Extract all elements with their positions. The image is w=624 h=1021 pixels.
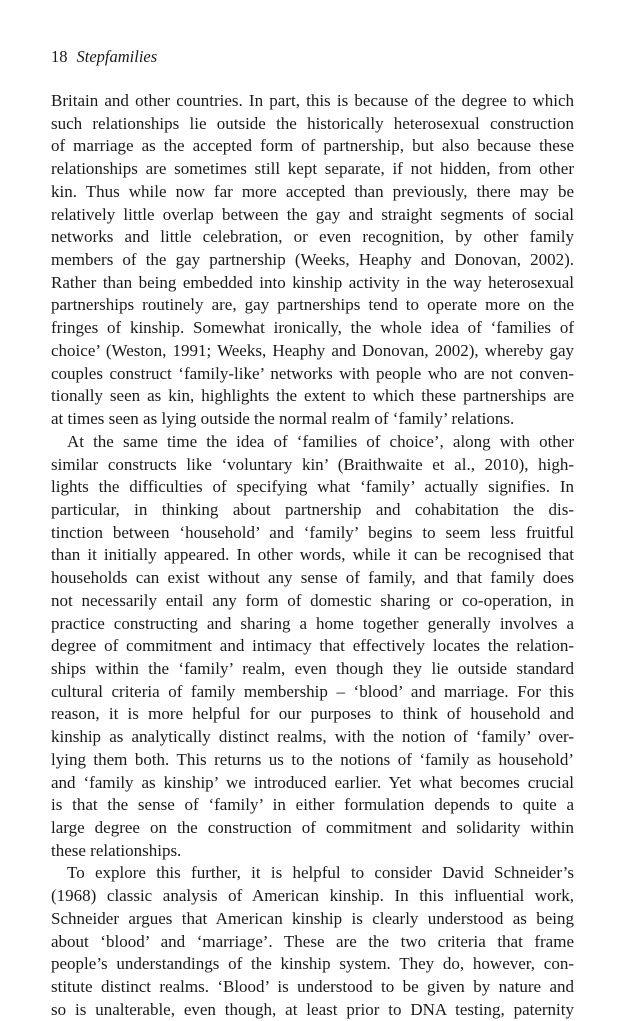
text-line: and ‘family as kinship’ we introduced earlier. Yet what becomes crucial (51, 772, 574, 792)
text-line: degree of commitment and intimacy that effectively locates the relation- (51, 636, 574, 656)
text-line: than it initially appeared. In other words, while it can be recognised that (51, 545, 574, 565)
page-number: 18 (51, 47, 68, 66)
text-line: (1968) classic analysis of American kinship. In this influential work, (51, 886, 574, 906)
text-line: kin. Thus while now far more accepted than previously, there may be (51, 181, 574, 201)
text-line: relatively little overlap between the gay and straight segments of social (51, 204, 574, 224)
text-line: of marriage as the accepted form of partnership, but also because these (51, 136, 574, 156)
text-line: particular, in thinking about partnership and cohabitation the dis- (51, 499, 574, 519)
text-line: practice constructing and sharing a home together generally involves a (51, 613, 574, 633)
text-line: members of the gay partnership (Weeks, Heaphy and Donovan, 2002). (51, 250, 574, 270)
text-line: lights the difficulties of specifying what ‘family’ actually signifies. In (51, 477, 574, 497)
text-line: lying them both. This returns us to the notions of ‘family as household’ (51, 749, 574, 769)
text-line: couples construct ‘family-like’ networks with people who are not conven- (51, 363, 574, 383)
text-line: Britain and other countries. In part, this is because of the degree to which (51, 91, 574, 110)
text-line: stitute distinct realms. ‘Blood’ is understood to be given by nature and (51, 977, 574, 997)
text-line: choice’ (Weston, 1991; Weeks, Heaphy and Donovan, 2002), whereby gay (51, 340, 574, 360)
text-line: is that the sense of ‘family’ in either formulation depends to quite a (51, 795, 574, 815)
running-title: Stepfamilies (76, 47, 158, 66)
text-line: about ‘blood’ and ‘marriage’. These are the two criteria that frame (51, 931, 574, 951)
text-line: so is unalterable, even though, at least prior to DNA testing, paternity (51, 999, 574, 1019)
text-line: not necessarily entail any form of domestic sharing or co-operation, in (51, 590, 574, 610)
text-line: these relationships. (51, 840, 182, 860)
text-line: To explore this further, it is helpful to consider David Schneider’s (67, 863, 574, 883)
text-line: tionally seen as kin, highlights the extent to which these partnerships are (51, 386, 574, 406)
text-line: relationships are sometimes still kept separate, if not hidden, from other (51, 159, 574, 179)
text-line: at times seen as lying outside the normal realm of ‘family’ relations. (51, 409, 515, 429)
text-line: large degree on the construction of commitment and solidarity within (51, 818, 574, 837)
text-line: partnerships routinely are, gay partnerships tend to operate more on the (51, 295, 574, 315)
text-line: At the same time the idea of ‘families of choice’, along with other (67, 431, 574, 451)
text-line: similar constructs like ‘voluntary kin’ (Braithwaite et al., 2010), high- (51, 454, 574, 474)
text-line: networks and little celebration, or even recognition, by other family (51, 227, 574, 247)
text-line: tinction between ‘household’ and ‘family’ begins to seem less fruitful (51, 522, 574, 542)
text-line: Schneider argues that American kinship is clearly understood as being (51, 908, 574, 928)
text-line: kinship as analytically distinct realms, with the notion of ‘family’ over- (51, 727, 574, 747)
text-line: households can exist without any sense of family, and that family does (51, 568, 574, 588)
text-line: such relationships lie outside the historically heterosexual construction (51, 113, 574, 133)
text-line: Rather than being embedded into kinship activity in the way heterosexual (51, 272, 574, 292)
text-line: fringes of kinship. Somewhat ironically, the whole idea of ‘families of (51, 318, 574, 338)
text-line: ships within the ‘family’ realm, even though they lie outside standard (51, 658, 574, 678)
text-line: people’s understandings of the kinship system. They do, however, con- (51, 954, 574, 974)
body-text (51, 90, 574, 1021)
running-head (51, 46, 157, 68)
text-line: reason, it is more helpful for our purposes to think of household and (51, 704, 574, 724)
text-line: cultural criteria of family membership – ‘blood’ and marriage. For this (51, 681, 574, 701)
